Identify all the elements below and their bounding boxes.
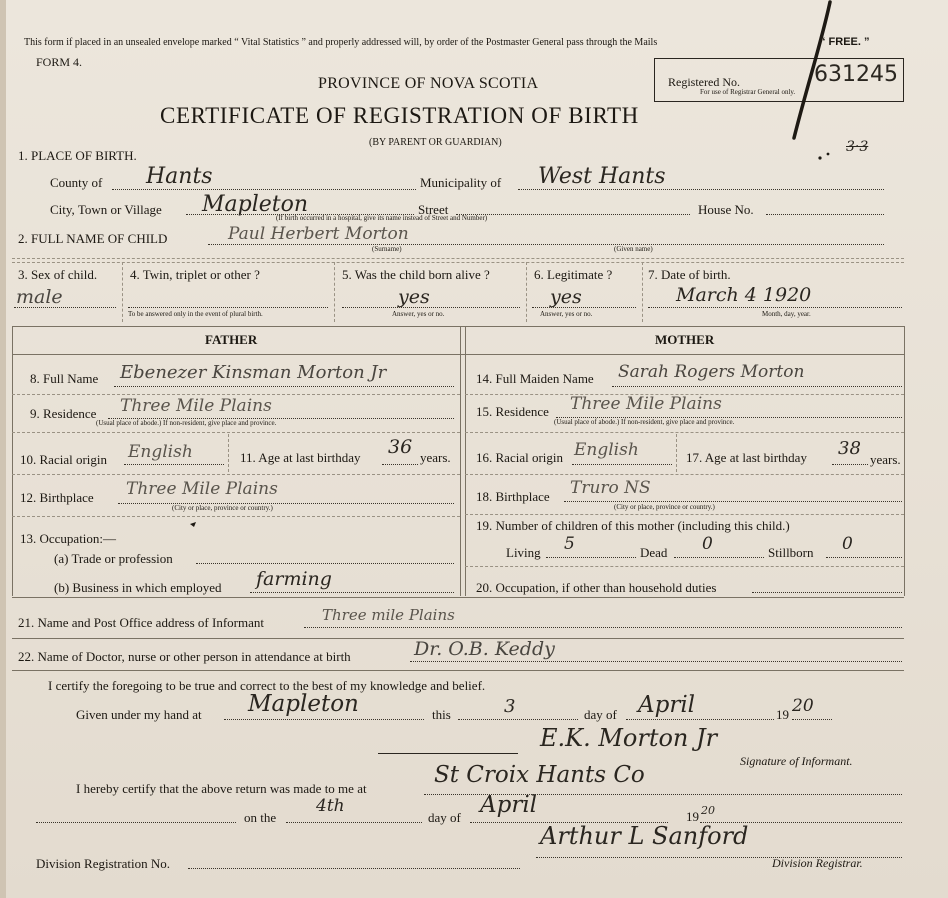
punch-mark bbox=[190, 522, 196, 527]
place-of-birth-label: 1. PLACE OF BIRTH. bbox=[18, 148, 137, 163]
dob-note: Month, day, year. bbox=[762, 310, 811, 318]
province-heading: PROVINCE OF NOVA SCOTIA bbox=[318, 75, 539, 92]
father-birthplace-value: Three Mile Plains bbox=[126, 479, 278, 499]
registration-number: 631245 bbox=[814, 62, 898, 87]
mother-birthplace-note: (City or place, province or country.) bbox=[614, 503, 715, 511]
county-label: County of bbox=[50, 175, 103, 190]
father-occupation-label: 13. Occupation:— bbox=[20, 531, 117, 546]
mother-heading: MOTHER bbox=[655, 332, 715, 347]
mother-residence-note: (Usual place of abode.) If non-resident, give place and province. bbox=[554, 418, 735, 426]
born-alive-label: 5. Was the child born alive ? bbox=[342, 267, 490, 282]
mother-occupation-label: 20. Occupation, if other than household duties bbox=[476, 580, 717, 595]
father-business-value: farming bbox=[256, 568, 332, 590]
form-number: FORM 4. bbox=[36, 55, 83, 69]
legitimate-value: yes bbox=[550, 286, 582, 308]
given-at-value: Mapleton bbox=[248, 691, 359, 717]
father-birthplace-label: 12. Birthplace bbox=[20, 490, 94, 505]
legitimate-note: Answer, yes or no. bbox=[540, 310, 593, 318]
mother-children-label: 19. Number of children of this mother (including this child.) bbox=[476, 518, 790, 533]
born-alive-note: Answer, yes or no. bbox=[392, 310, 445, 318]
father-age-years: years. bbox=[420, 450, 451, 465]
stillborn-value: 0 bbox=[842, 534, 853, 554]
father-business-label: (b) Business in which employed bbox=[54, 580, 222, 595]
twin-note: To be answered only in the event of plural birth. bbox=[128, 310, 263, 318]
division-registration-label: Division Registration No. bbox=[36, 856, 170, 871]
dob-value: March 4 1920 bbox=[676, 284, 812, 306]
father-heading: FATHER bbox=[205, 332, 258, 347]
living-label: Living bbox=[506, 545, 541, 560]
dead-label: Dead bbox=[640, 545, 668, 560]
mother-racial-label: 16. Racial origin bbox=[476, 450, 564, 465]
twin-label: 4. Twin, triplet or other ? bbox=[130, 267, 260, 282]
year-prefix: 19 bbox=[776, 707, 789, 722]
city-value: Mapleton bbox=[202, 192, 309, 217]
registrar-signature: Arthur L Sanford bbox=[540, 822, 749, 850]
ink-stroke bbox=[794, 2, 830, 138]
father-birthplace-note: (City or place, province or country.) bbox=[172, 504, 273, 512]
father-racial-value: English bbox=[128, 442, 193, 462]
doctor-value: Dr. O.B. Keddy bbox=[414, 638, 555, 660]
informant-signature: E.K. Morton Jr bbox=[540, 724, 718, 752]
municipality-value: West Hants bbox=[538, 164, 666, 189]
registrar-day-of-label: day of bbox=[428, 810, 461, 825]
on-the-label: on the bbox=[244, 810, 277, 825]
living-value: 5 bbox=[564, 534, 575, 554]
registrar-statement: I hereby certify that the above return was made to me at bbox=[76, 781, 367, 796]
mailing-notice: This form if placed in an unsealed envelope marked “ Vital Statistics ” and properly addressed will, by order of the Postmaster General pass through the Mails bbox=[24, 37, 658, 48]
child-name-label: 2. FULL NAME OF CHILD bbox=[18, 231, 168, 246]
dob-label: 7. Date of birth. bbox=[648, 267, 731, 282]
informant-signature-label: Signature of Informant. bbox=[740, 754, 853, 768]
street-label: Street bbox=[418, 202, 449, 217]
father-name-value: Ebenezer Kinsman Morton Jr bbox=[120, 362, 387, 383]
registrar-day: 4th bbox=[316, 796, 345, 816]
registrar-year-prefix: 19 bbox=[686, 809, 699, 824]
given-name-note: (Given name) bbox=[614, 245, 653, 253]
sex-value: male bbox=[16, 286, 63, 308]
mother-residence-label: 15. Residence bbox=[476, 404, 549, 419]
mother-age-value: 38 bbox=[838, 438, 861, 459]
mother-racial-value: English bbox=[574, 440, 639, 460]
stillborn-label: Stillborn bbox=[768, 545, 814, 560]
division-registrar-label: Division Registrar. bbox=[772, 856, 863, 870]
mother-name-label: 14. Full Maiden Name bbox=[476, 371, 594, 386]
child-name-value: Paul Herbert Morton bbox=[228, 224, 409, 244]
given-at-label: Given under my hand at bbox=[76, 707, 202, 722]
born-alive-value: yes bbox=[398, 286, 430, 308]
certify-statement: I certify the foregoing to be true and correct to the best of my knowledge and belief. bbox=[48, 678, 486, 693]
year-value: 20 bbox=[792, 696, 814, 716]
informant-value: Three mile Plains bbox=[322, 606, 455, 624]
father-trade-label: (a) Trade or profession bbox=[54, 551, 173, 566]
informant-label: 21. Name and Post Office address of Informant bbox=[18, 615, 264, 630]
mother-age-years: years. bbox=[870, 452, 901, 467]
father-racial-label: 10. Racial origin bbox=[20, 452, 108, 467]
dead-value: 0 bbox=[702, 534, 713, 554]
mother-age-label: 17. Age at last birthday bbox=[686, 450, 807, 465]
registered-no-label: Registered No. bbox=[668, 75, 740, 89]
registrar-month: April bbox=[480, 792, 538, 818]
ink-dot bbox=[827, 153, 830, 156]
mother-birthplace-label: 18. Birthplace bbox=[476, 489, 550, 504]
doctor-label: 22. Name of Doctor, nurse or other person in attendance at birth bbox=[18, 649, 351, 664]
mother-residence-value: Three Mile Plains bbox=[570, 394, 722, 414]
mother-birthplace-value: Truro NS bbox=[570, 478, 651, 498]
hospital-note: (If birth occurred in a hospital, give its name instead of Street and Number) bbox=[276, 214, 488, 222]
this-label: this bbox=[432, 707, 451, 722]
registrar-general-note: For use of Registrar General only. bbox=[700, 88, 796, 96]
surname-note: (Surname) bbox=[372, 245, 402, 253]
sex-label: 3. Sex of child. bbox=[18, 267, 98, 282]
ink-dot bbox=[818, 156, 821, 159]
page-subtitle: (BY PARENT OR GUARDIAN) bbox=[369, 137, 502, 148]
month-value: April bbox=[638, 692, 696, 718]
registrar-year: 20 bbox=[701, 804, 715, 817]
father-name-label: 8. Full Name bbox=[30, 371, 99, 386]
page-title: CERTIFICATE OF REGISTRATION OF BIRTH bbox=[160, 103, 639, 128]
legitimate-label: 6. Legitimate ? bbox=[534, 267, 613, 282]
day-of-label: day of bbox=[584, 707, 617, 722]
father-residence-note: (Usual place of abode.) If non-resident, give place and province. bbox=[96, 419, 277, 427]
municipality-label: Municipality of bbox=[420, 175, 502, 190]
margin-mark: 3·3 bbox=[846, 139, 869, 155]
father-age-label: 11. Age at last birthday bbox=[240, 450, 361, 465]
registrar-place: St Croix Hants Co bbox=[434, 762, 645, 788]
father-residence-value: Three Mile Plains bbox=[120, 396, 272, 416]
free-label: “ FREE. ” bbox=[820, 36, 870, 48]
house-no-label: House No. bbox=[698, 202, 754, 217]
mother-name-value: Sarah Rogers Morton bbox=[618, 362, 805, 382]
county-value: Hants bbox=[146, 164, 213, 189]
day-value: 3 bbox=[504, 696, 516, 717]
city-label: City, Town or Village bbox=[50, 202, 162, 217]
father-age-value: 36 bbox=[388, 436, 413, 458]
father-residence-label: 9. Residence bbox=[30, 406, 97, 421]
